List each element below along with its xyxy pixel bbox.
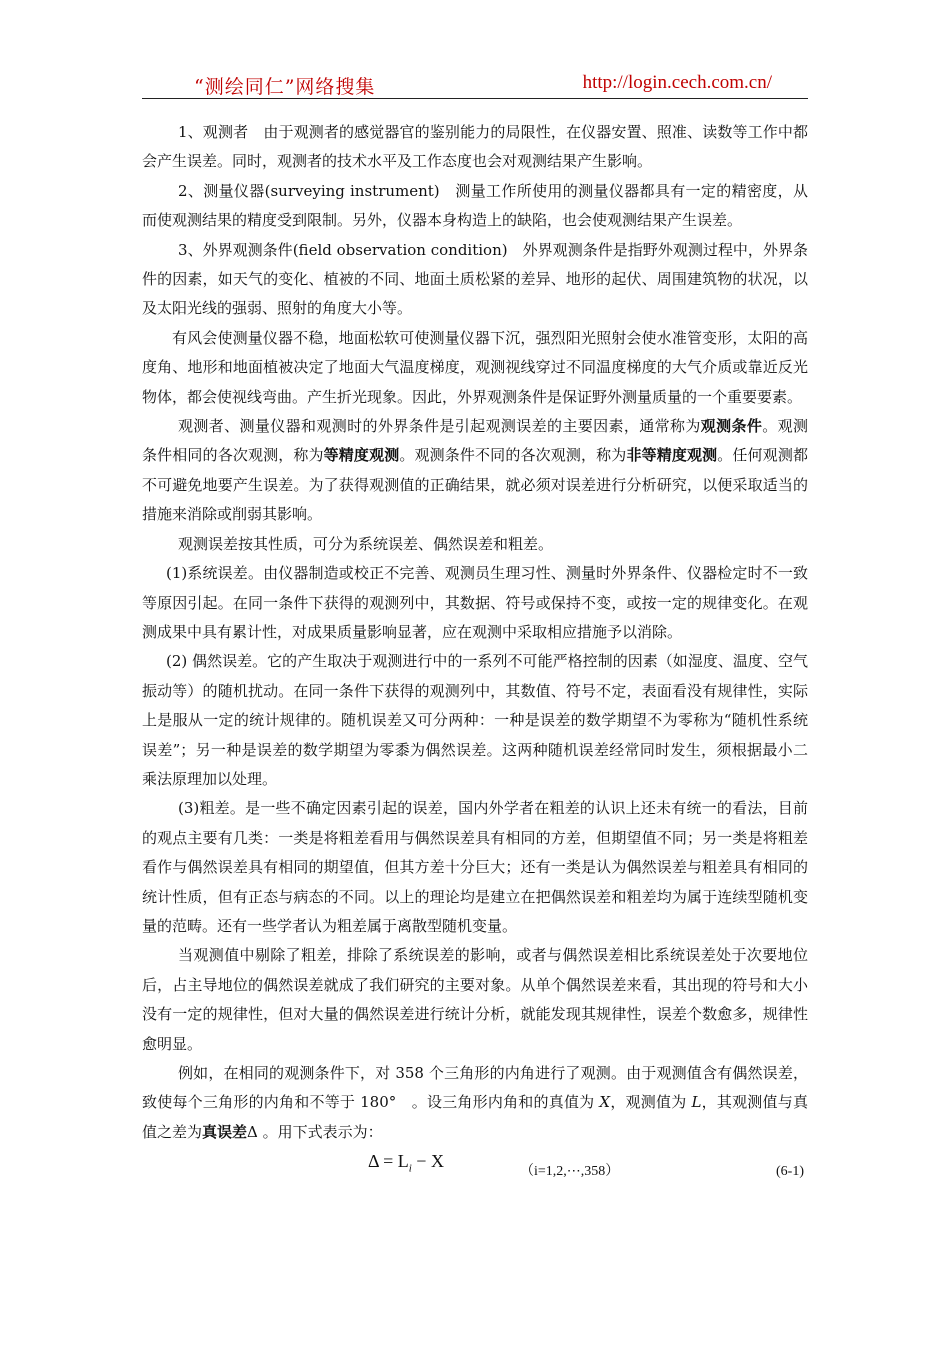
text-span: ，其观测值与真值之差为 bbox=[142, 1093, 808, 1141]
eq-lhs: Δ = L bbox=[368, 1151, 409, 1172]
var-x: X bbox=[599, 1093, 611, 1112]
header-title: “测绘同仁”网络搜集 bbox=[194, 76, 376, 98]
eq-subscript: i bbox=[408, 1162, 412, 1175]
page-header bbox=[142, 68, 808, 99]
equation-expression bbox=[368, 1147, 444, 1184]
paragraph-observer: 1、观测者 由于观测者的感觉器官的鉴别能力的局限性，在仪器安置、照准、读数等工作中都会产生误差。同时，观测者的技术水平及工作态度也会对观测结果产生影响。 bbox=[142, 123, 808, 171]
document-body bbox=[142, 118, 808, 1187]
header-url[interactable]: http://login.cech.com.cn/ bbox=[582, 72, 772, 93]
equation-6-1 bbox=[142, 1147, 808, 1187]
term-equal-precision: 等精度观测 bbox=[323, 446, 400, 465]
paragraph-instrument: 2、测量仪器(surveying instrument) 测量工作所使用的测量仪器都具有一定的精密度，从而使观测结果的精度受到限制。另外，仪器本身构造上的缺陷，也会使观测结果产生误差。 bbox=[142, 181, 808, 230]
text-span: 例如，在相同的观测条件下，对 358 个三角形的内角进行了观测。由于观测值含有偶然误差，致使每个三角形的内角和不等于 180° 。设三角形内角和的真值为 bbox=[142, 1064, 808, 1112]
var-l: L bbox=[691, 1093, 702, 1112]
paragraph-systematic-error: (1)系统误差。由仪器制造或校正不完善、观测员生理习性、测量时外界条件、仪器检定时不一致等原因引起。在同一条件下获得的观测列中，其数据、符号或保持不变，或按一定的规律变化。在观测成果中具有累计性，对成果质量影响显著，应在观测中采取相应措施予以消除。 bbox=[142, 564, 808, 641]
eq-rhs: − X bbox=[411, 1151, 444, 1172]
text-span: 。观测条件不同的各次观测，称为 bbox=[399, 446, 627, 465]
paragraph-observation-conditions bbox=[142, 412, 808, 530]
term-unequal-precision: 非等精度观测 bbox=[626, 446, 718, 465]
text-span: Δ 。用下式表示为： bbox=[247, 1122, 383, 1141]
equation-number: (6-1) bbox=[776, 1164, 804, 1180]
text-span: 。任何观测都不可避免地要产生误差。为了获得观测值的正确结果，就必须对误差进行分析研究，以便采取适当的措施来消除或削弱其影响。 bbox=[142, 446, 808, 524]
text-span: 观测者、测量仪器和观测时的外界条件是引起观测误差的主要因素，通常称为 bbox=[178, 417, 701, 436]
paragraph-error-types: 观测误差按其性质，可分为系统误差、偶然误差和粗差。 bbox=[178, 534, 554, 553]
text-span: 。观测条件相同的各次观测，称为 bbox=[142, 417, 808, 465]
paragraph-example bbox=[142, 1059, 808, 1147]
paragraph-dominant-error: 当观测值中剔除了粗差，排除了系统误差的影响，或者与偶然误差相比系统误差处于次要地位后，占主导地位的偶然误差就成了我们研究的主要对象。从单个偶然误差来看，其出现的符号和大小没有一定的规律性，但对大量的偶然误差进行统计分析，就能发现其规律性，误差个数愈多，规律性愈明显。 bbox=[142, 946, 808, 1053]
paragraph-random-error: (2) 偶然误差。它的产生取决于观测进行中的一系列不可能严格控制的因素（如湿度、温度、空气振动等）的随机扰动。在同一条件下获得的观测列中，其数值、符号不定，表面看没有规律性，实际上是服从一定的统计规律的。随机误差又可分两种：一种是误差的数学期望不为零称为“随机性系统误差”；另一种是误差的数学期望为零黍为偶然误差。这两种随机误差经常同时发生，须根据最小二乘法原理加以处理。 bbox=[142, 652, 808, 788]
term-true-error: 真误差 bbox=[202, 1122, 248, 1141]
paragraph-wind: 有风会使测量仪器不稳，地面松软可使测量仪器下沉，强烈阳光照射会使水准管变形，太阳的高度角、地形和地面植被决定了地面大气温度梯度，观测视线穿过不同温度梯度的大气介质或靠近反光物体，都会使视线弯曲。产生折光现象。因此，外界观测条件是保证野外测量质量的一个重要要素。 bbox=[142, 328, 808, 406]
equation-condition: （i=1,2,⋯,358） bbox=[520, 1164, 620, 1180]
text-span: ，观测值为 bbox=[610, 1093, 692, 1112]
term-observation-condition: 观测条件 bbox=[700, 417, 763, 436]
paragraph-gross-error: (3)粗差。是一些不确定因素引起的误差，国内外学者在粗差的认识上还未有统一的看法，目前的观点主要有几类：一类是将粗差看用与偶然误差具有相同的方差，但期望值不同；另一类是将粗差看作与偶然误差具有相同的期望值，但其方差十分巨大；还有一类是认为偶然误差与粗差具有相同的统计性质，但有正态与病态的不同。以上的理论均是建立在把偶然误差和粗差均为属于连续型随机变量的范畴。还有一些学者认为粗差属于离散型随机变量。 bbox=[142, 799, 808, 935]
paragraph-conditions: 3、外界观测条件(field observation condition) 外界观测条件是指野外观测过程中，外界条件的因素，如天气的变化、植被的不同、地面土质松紧的差异、地形的起伏、周围建筑物的状况，以及太阳光线的强弱、照射的角度大小等。 bbox=[142, 240, 808, 318]
